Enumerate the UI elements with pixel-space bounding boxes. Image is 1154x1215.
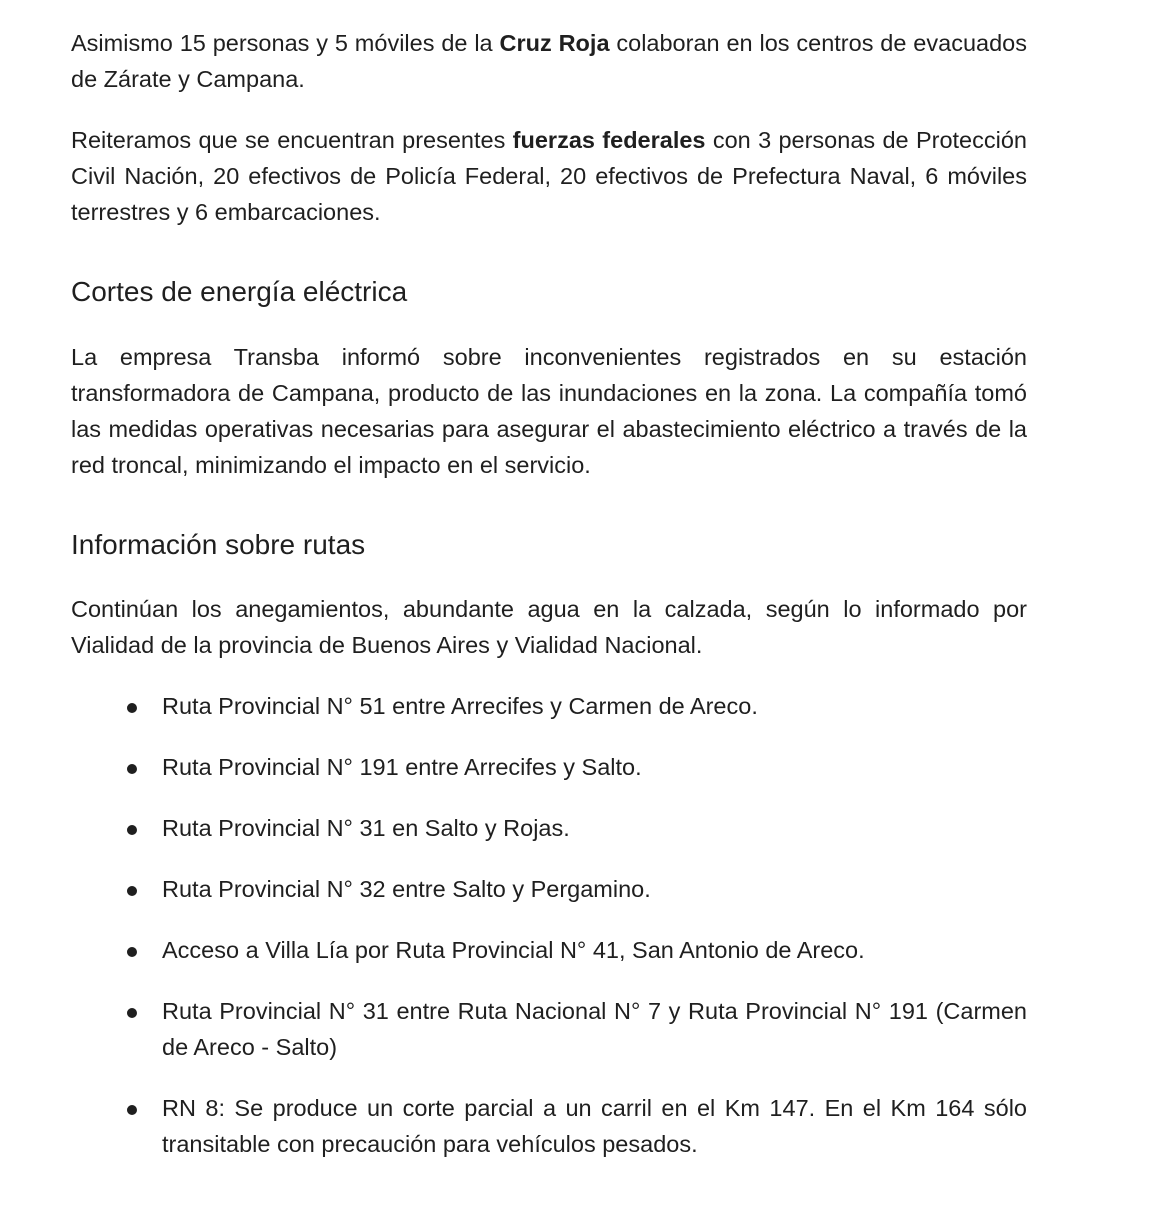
- bold-text-fuerzas-federales: fuerzas federales: [512, 127, 706, 153]
- paragraph-transba: La empresa Transba informó sobre inconvenientes registrados en su estación transformadora de Campana, producto de las inundaciones en la zona. La compañía tomó las medidas operativas necesarias para asegurar el abastecimiento eléctrico a través de la red troncal, minimizando el impacto en el servicio.: [71, 344, 1027, 478]
- paragraph-text: Asimismo 15 personas y 5 móviles de la: [71, 30, 500, 56]
- bold-text-cruz-roja: Cruz Roja: [499, 30, 610, 56]
- bullet-icon: [127, 947, 137, 957]
- section-heading-routes: Información sobre rutas: [71, 529, 366, 560]
- section-heading-energy: Cortes de energía eléctrica: [71, 276, 408, 307]
- list-item-text: Acceso a Villa Lía por Ruta Provincial N° 41, San Antonio de Areco.: [162, 937, 865, 963]
- paragraph-text: Reiteramos que se encuentran presentes: [71, 127, 513, 153]
- list-item-text: RN 8: Se produce un corte parcial a un carril en el Km 147. En el Km 164 sólo transitable con precaución para vehículos pesados.: [162, 1095, 1027, 1157]
- paragraph-text: con 3 personas de Protección Civil Nación, 20 efectivos de Policía Federal, 20 efectivos de Prefectura Naval, 6 móviles terrestres y 6 embarcaciones.: [71, 127, 1027, 225]
- bullet-icon: [127, 1008, 137, 1018]
- list-item-text: Ruta Provincial N° 51 entre Arrecifes y Carmen de Areco.: [162, 693, 758, 719]
- list-item-text: Ruta Provincial N° 32 entre Salto y Pergamino.: [162, 876, 651, 902]
- bullet-icon: [127, 703, 137, 713]
- list-item-text: Ruta Provincial N° 31 en Salto y Rojas.: [162, 815, 570, 841]
- bullet-icon: [127, 764, 137, 774]
- list-item-text: Ruta Provincial N° 31 entre Ruta Nacional N° 7 y Ruta Provincial N° 191 (Carmen de Areco - Salto): [162, 998, 1027, 1060]
- bullet-icon: [127, 825, 137, 835]
- bullet-icon: [127, 886, 137, 896]
- paragraph-text: colaboran en los centros de evacuados de Zárate y Campana.: [71, 30, 1027, 92]
- bullet-icon: [127, 1105, 137, 1115]
- paragraph-anegamientos: Continúan los anegamientos, abundante agua en la calzada, según lo informado por Vialidad de la provincia de Buenos Aires y Vialidad Nacional.: [71, 596, 1027, 658]
- paragraph-fuerzas-federales: [71, 122, 1027, 230]
- list-item-text: Ruta Provincial N° 191 entre Arrecifes y Salto.: [162, 754, 642, 780]
- paragraph-cruz-roja: [71, 25, 1027, 97]
